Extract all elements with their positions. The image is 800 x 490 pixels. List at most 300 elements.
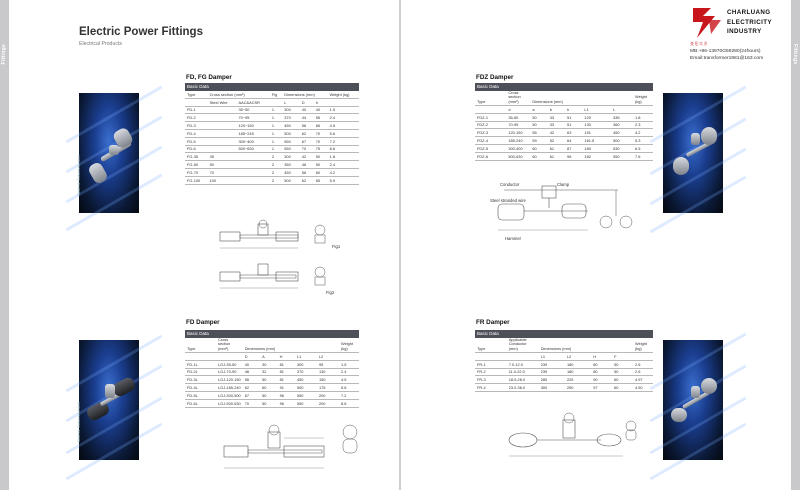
- col-type: Type: [185, 91, 208, 99]
- side-tab-label: Fittings: [792, 44, 798, 65]
- table-cell: 33: [548, 113, 565, 121]
- table-row: [475, 144, 653, 152]
- table-cell: 239: [539, 368, 565, 376]
- table-cell: FD-6: [185, 145, 208, 153]
- table-cell: 50: [260, 399, 277, 407]
- table-cell: [237, 161, 270, 169]
- table-cell: 70~95: [237, 114, 270, 122]
- col-h: h: [314, 98, 328, 106]
- table-cell: 335: [611, 113, 633, 121]
- table-cell: 550: [295, 391, 317, 399]
- fd-photo: [79, 340, 139, 460]
- page-title: Electric Power Fittings: [79, 26, 203, 38]
- table-row: [185, 129, 359, 137]
- col-applicable-conductor: Applicable Conductor (mm): [507, 338, 539, 353]
- table-cell: 185~245: [237, 129, 270, 137]
- table-cell: 1: [270, 114, 282, 122]
- table-cell: 5.3: [633, 137, 653, 145]
- table-cell: 50: [612, 368, 633, 376]
- table-cell: 44: [300, 114, 314, 122]
- table-cell: 130: [582, 121, 611, 129]
- table-cell: 60: [530, 144, 547, 152]
- col-steel-wire: Steel Wire: [208, 98, 237, 106]
- table-cell: 46: [243, 368, 260, 376]
- table-cell: 50: [612, 360, 633, 368]
- col-weight: Weight (kg): [328, 91, 359, 99]
- fr-title: FR Damper: [476, 319, 510, 326]
- fig2-drawing: [218, 262, 338, 302]
- table-cell: 2.6: [633, 368, 653, 376]
- table-cell: 61: [548, 152, 565, 160]
- col-L1: L1: [295, 353, 317, 361]
- table-cell: LGJ-500-630: [218, 400, 241, 406]
- table-cell: [237, 153, 270, 161]
- table-row: [185, 176, 359, 184]
- table-cell: 1.5: [328, 106, 359, 114]
- table-cell: FR-1: [475, 360, 507, 368]
- table-cell: 96: [565, 152, 582, 160]
- left-page: [0, 0, 399, 490]
- table-cell: 30: [260, 360, 277, 368]
- basic-data-header: Basic Data: [475, 330, 653, 338]
- table-row: [185, 153, 359, 161]
- clamp-label: Clamp: [557, 182, 570, 187]
- col-weight: Weight (kg): [339, 338, 359, 353]
- table-cell: 1: [270, 145, 282, 153]
- table-cell: 2: [270, 161, 282, 169]
- table-cell: 56: [300, 168, 314, 176]
- table-row: [185, 399, 359, 407]
- fdfg-photo: [79, 93, 139, 213]
- col-cross-section: Cross section (mm²): [506, 91, 530, 106]
- table-row: [475, 368, 653, 376]
- table-cell: 46: [300, 161, 314, 169]
- table-row: [185, 161, 359, 169]
- table-cell: [208, 129, 237, 137]
- hammer-label: Hammer: [505, 236, 522, 241]
- table-cell: 2.4: [328, 114, 359, 122]
- table-cell: 40: [314, 106, 328, 114]
- table-cell: 150: [317, 376, 339, 384]
- table-cell: 70: [300, 145, 314, 153]
- table-cell: 62: [300, 129, 314, 137]
- table-cell: 550: [611, 152, 633, 160]
- table-cell: FG-35: [185, 153, 208, 161]
- fdfg-table: [185, 83, 359, 185]
- table-cell: 50: [314, 161, 328, 169]
- company-line-2: ELECTRICITY: [727, 18, 772, 26]
- table-cell: 23.0-36.0: [507, 384, 539, 392]
- table-cell: 59: [530, 137, 547, 145]
- col-weight: Weight (kg): [633, 338, 653, 353]
- col-L2: L2: [565, 353, 591, 361]
- table-cell: 225: [565, 376, 591, 384]
- table-cell: 64: [565, 137, 582, 145]
- table-cell: 75: [314, 145, 328, 153]
- table-cell: FR-4: [475, 384, 507, 392]
- table-cell: 52: [548, 137, 565, 145]
- table-cell: 120~150: [237, 122, 270, 130]
- table-cell: 300~400: [237, 137, 270, 145]
- col-L2: L2: [317, 353, 339, 361]
- table-cell: 96: [278, 399, 295, 407]
- table-cell: FD-4L: [185, 384, 216, 392]
- fdz-table: [475, 83, 653, 161]
- contact-phone: MB:+86-13970G59280(24hours): [690, 49, 761, 54]
- fdz-photo: [663, 93, 723, 213]
- col-H: H: [278, 353, 295, 361]
- table-cell: 87: [565, 144, 582, 152]
- fd-title: FD Damper: [186, 319, 220, 326]
- table-cell: 40: [300, 106, 314, 114]
- table-row: [475, 129, 653, 137]
- fig1-label: Fig1: [332, 244, 341, 249]
- table-cell: 70-95: [506, 121, 530, 129]
- col-type: Type: [185, 338, 216, 353]
- fr-table: [475, 330, 653, 392]
- table-cell: LGJ-120-150: [218, 377, 241, 383]
- table-row: [185, 384, 359, 392]
- table-cell: 55: [314, 114, 328, 122]
- table-cell: FR-3: [475, 376, 507, 384]
- company-name: [727, 8, 772, 37]
- table-cell: 500~630: [237, 145, 270, 153]
- table-row: [185, 360, 359, 368]
- table-cell: 450: [282, 168, 300, 176]
- table-cell: 1.5: [339, 360, 359, 368]
- col-D: D: [300, 98, 314, 106]
- table-cell: 500: [282, 129, 300, 137]
- fig2-label: Fig2: [326, 290, 335, 295]
- table-cell: 62: [243, 384, 260, 392]
- table-cell: 55: [530, 129, 547, 137]
- table-cell: 80: [591, 360, 612, 368]
- table-cell: 300: [282, 106, 300, 114]
- table-cell: 550: [282, 145, 300, 153]
- table-cell: 120: [582, 113, 611, 121]
- table-cell: 60: [260, 384, 277, 392]
- table-cell: FG-70: [185, 168, 208, 176]
- table-cell: 35: [208, 153, 237, 161]
- table-cell: 70: [243, 399, 260, 407]
- table-cell: 300: [539, 384, 565, 392]
- table-cell: 280: [539, 376, 565, 384]
- fd-drawing: [222, 418, 372, 480]
- table-cell: 81: [278, 368, 295, 376]
- table-cell: [208, 114, 237, 122]
- table-cell: 250: [565, 384, 591, 392]
- table-cell: 67: [243, 391, 260, 399]
- table-cell: FDZ-2: [475, 121, 506, 129]
- table-row: [185, 376, 359, 384]
- table-cell: 550: [295, 399, 317, 407]
- col-fig: Fig: [270, 91, 282, 99]
- table-cell: 2.4: [328, 161, 359, 169]
- table-cell: 70: [314, 129, 328, 137]
- table-cell: 50: [530, 121, 547, 129]
- side-tab-label: Fittings: [1, 44, 7, 65]
- table-cell: 180: [582, 144, 611, 152]
- table-cell: 550: [282, 137, 300, 145]
- table-row: [475, 384, 653, 392]
- table-cell: 4.50: [633, 384, 653, 392]
- table-cell: FD-3L: [185, 376, 216, 384]
- table-cell: 4.2: [328, 168, 359, 176]
- table-cell: FD-2: [185, 114, 208, 122]
- table-cell: 4.5: [328, 122, 359, 130]
- table-cell: FD-2L: [185, 368, 216, 376]
- table-cell: 51: [565, 121, 582, 129]
- photo-caption: Material: Galvanized steel: [77, 401, 81, 442]
- table-cell: 200: [317, 391, 339, 399]
- table-cell: 42: [548, 129, 565, 137]
- table-cell: 80: [591, 368, 612, 376]
- table-cell: 50: [208, 161, 237, 169]
- table-cell: 70: [208, 168, 237, 176]
- table-cell: 33: [548, 121, 565, 129]
- contact-info: [690, 48, 763, 63]
- table-cell: 450: [295, 376, 317, 384]
- table-cell: 450: [282, 122, 300, 130]
- table-cell: 500: [611, 137, 633, 145]
- col-cross-section: Cross section (mm²): [208, 91, 270, 99]
- table-row: [185, 168, 359, 176]
- table-cell: 51: [565, 113, 582, 121]
- table-row: [475, 360, 653, 368]
- table-cell: FR-2: [475, 368, 507, 376]
- table-cell: FD-4: [185, 129, 208, 137]
- table-cell: 161.5: [582, 137, 611, 145]
- table-cell: 5.6: [339, 384, 359, 392]
- col-L: L: [282, 98, 300, 106]
- table-cell: 7.0-12.0: [507, 360, 539, 368]
- table-cell: 182: [582, 152, 611, 160]
- table-cell: 35~50: [237, 106, 270, 114]
- col-dimensions: Dimensions (mm): [282, 91, 327, 99]
- table-cell: 50: [530, 113, 547, 121]
- col-type: Type: [475, 91, 506, 106]
- table-cell: 70: [314, 137, 328, 145]
- table-cell: 2: [270, 168, 282, 176]
- table-cell: 90: [591, 376, 612, 384]
- table-cell: FD-1: [185, 106, 208, 114]
- table-cell: FD-3: [185, 122, 208, 130]
- table-cell: [237, 168, 270, 176]
- col-L1: L1: [582, 106, 611, 114]
- table-cell: 65: [314, 122, 328, 130]
- table-cell: LGJ-185-240: [218, 385, 241, 391]
- fr-drawing: [505, 408, 645, 472]
- col-a: a: [530, 106, 547, 114]
- table-cell: 7.6: [633, 152, 653, 160]
- table-cell: FD-6L: [185, 399, 216, 407]
- fdz-title: FDZ Damper: [476, 74, 514, 81]
- table-cell: 81: [278, 360, 295, 368]
- table-cell: 200: [317, 399, 339, 407]
- col-dimensions: Dimensions (mm): [243, 338, 339, 353]
- table-cell: 130: [317, 368, 339, 376]
- table-cell: FDZ-5: [475, 144, 506, 152]
- table-cell: FDZ-1: [475, 113, 506, 121]
- col-L1: L1: [539, 353, 565, 361]
- table-cell: LGJ-300-500: [218, 392, 241, 398]
- side-tab: [791, 0, 800, 490]
- table-cell: 50: [260, 391, 277, 399]
- fig1-drawing: [218, 218, 341, 268]
- table-cell: 8.6: [328, 145, 359, 153]
- table-cell: 56: [300, 122, 314, 130]
- conductor-label: Conductor: [500, 182, 520, 187]
- table-row: [185, 114, 359, 122]
- table-cell: 1: [270, 106, 282, 114]
- table-row: [185, 122, 359, 130]
- table-cell: 4.2: [633, 129, 653, 137]
- table-row: [475, 137, 653, 145]
- table-cell: FDZ-3: [475, 129, 506, 137]
- table-cell: 450: [611, 129, 633, 137]
- table-cell: 67: [300, 137, 314, 145]
- basic-data-header: Basic Data: [185, 83, 359, 91]
- table-cell: 4.97: [633, 376, 653, 384]
- table-cell: 2: [270, 153, 282, 161]
- table-cell: 2.4: [339, 368, 359, 376]
- table-cell: 1.8: [633, 113, 653, 121]
- basic-data-header: Basic Data: [475, 83, 653, 91]
- table-cell: 360: [611, 121, 633, 129]
- col-dimensions: Dimensions (mm): [530, 91, 633, 106]
- table-cell: 300: [295, 360, 317, 368]
- table-cell: 2: [270, 176, 282, 184]
- table-cell: 500: [282, 176, 300, 184]
- col-L: L: [611, 106, 633, 114]
- table-cell: 2.3: [633, 121, 653, 129]
- table-row: [475, 376, 653, 384]
- col-weight: Weight (kg): [633, 91, 653, 106]
- table-cell: 300: [282, 153, 300, 161]
- table-row: [185, 145, 359, 153]
- table-cell: 60: [530, 152, 547, 160]
- table-cell: LGJ-35-50: [216, 360, 243, 368]
- table-cell: 500: [295, 384, 317, 392]
- basic-data-header: Basic Data: [185, 330, 359, 338]
- table-cell: 91: [278, 384, 295, 392]
- photo-caption: Material: Galvanized steel: [77, 154, 81, 195]
- col-type: Type: [475, 338, 507, 353]
- page-subtitle: Electrical Products: [79, 41, 122, 47]
- company-logo: [689, 6, 725, 40]
- table-row: [475, 152, 653, 160]
- fdfg-title: FD, FG Damper: [186, 74, 232, 81]
- table-cell: 1: [270, 129, 282, 137]
- table-cell: 63: [565, 129, 582, 137]
- table-cell: 120-150: [506, 129, 530, 137]
- table-cell: 7.2: [328, 137, 359, 145]
- table-row: [185, 368, 359, 376]
- col-d: d: [506, 106, 530, 114]
- table-cell: 350: [282, 161, 300, 169]
- col-H: H: [591, 353, 612, 361]
- col-dimensions: Dimensions (mm): [539, 338, 633, 353]
- steel-wire-label: Steel stranded wire: [490, 198, 526, 203]
- table-cell: 60: [612, 384, 633, 392]
- table-cell: 11.0-22.0: [507, 368, 539, 376]
- table-cell: 370: [282, 114, 300, 122]
- table-cell: 1: [270, 122, 282, 130]
- table-cell: 18.0-28.0: [507, 376, 539, 384]
- side-tab: [0, 0, 9, 490]
- col-cross-section: Cross section (mm²): [216, 338, 243, 353]
- table-cell: 5.9: [328, 176, 359, 184]
- table-cell: 56: [243, 376, 260, 384]
- table-cell: 7.2: [339, 391, 359, 399]
- table-cell: 96: [278, 391, 295, 399]
- table-cell: 50: [260, 376, 277, 384]
- table-cell: 180: [565, 360, 591, 368]
- table-cell: 81: [278, 376, 295, 384]
- table-cell: [237, 176, 270, 184]
- table-cell: 175: [317, 384, 339, 392]
- table-cell: 62: [300, 176, 314, 184]
- table-cell: 180: [565, 368, 591, 376]
- col-F: F: [612, 353, 633, 361]
- table-cell: 60: [612, 376, 633, 384]
- table-cell: 35-50: [506, 113, 530, 121]
- fdz-drawing: [488, 178, 648, 242]
- table-cell: 530: [611, 144, 633, 152]
- table-cell: 2.6: [633, 360, 653, 368]
- table-cell: FD-5L: [185, 391, 216, 399]
- table-cell: 239: [539, 360, 565, 368]
- fd-table: [185, 330, 359, 408]
- table-cell: [208, 106, 237, 114]
- table-cell: 5.6: [328, 129, 359, 137]
- table-cell: 65: [314, 176, 328, 184]
- table-cell: 1.8: [328, 153, 359, 161]
- table-cell: FG-100: [185, 176, 208, 184]
- table-cell: LGJ-70-90: [216, 368, 243, 376]
- col-b: b: [548, 106, 565, 114]
- table-cell: 61: [548, 144, 565, 152]
- table-cell: 1: [270, 137, 282, 145]
- col-h: h: [565, 106, 582, 114]
- table-cell: [208, 122, 237, 130]
- table-cell: 151: [582, 129, 611, 137]
- col-A: A: [260, 353, 277, 361]
- table-cell: 370: [295, 368, 317, 376]
- table-cell: FDZ-6: [475, 152, 506, 160]
- col-aac: AAC&ACSR: [237, 98, 270, 106]
- table-row: [475, 113, 653, 121]
- table-cell: [208, 137, 237, 145]
- table-cell: FG-50: [185, 161, 208, 169]
- table-cell: 4.5: [339, 376, 359, 384]
- fr-photo: [663, 340, 723, 460]
- logo-cn-text: 查伦实业: [690, 41, 708, 46]
- table-cell: 185-240: [506, 137, 530, 145]
- table-cell: 500-630: [506, 152, 530, 160]
- table-cell: FDZ-4: [475, 137, 506, 145]
- table-cell: 95: [317, 360, 339, 368]
- table-cell: 60: [314, 168, 328, 176]
- table-row: [185, 137, 359, 145]
- table-cell: FD-1L: [185, 360, 216, 368]
- table-cell: 8.6: [339, 399, 359, 407]
- table-row: [475, 121, 653, 129]
- table-cell: 100: [208, 176, 237, 184]
- contact-email: Email:transformer1981@163.com: [690, 56, 764, 62]
- table-row: [185, 391, 359, 399]
- table-cell: 32: [260, 368, 277, 376]
